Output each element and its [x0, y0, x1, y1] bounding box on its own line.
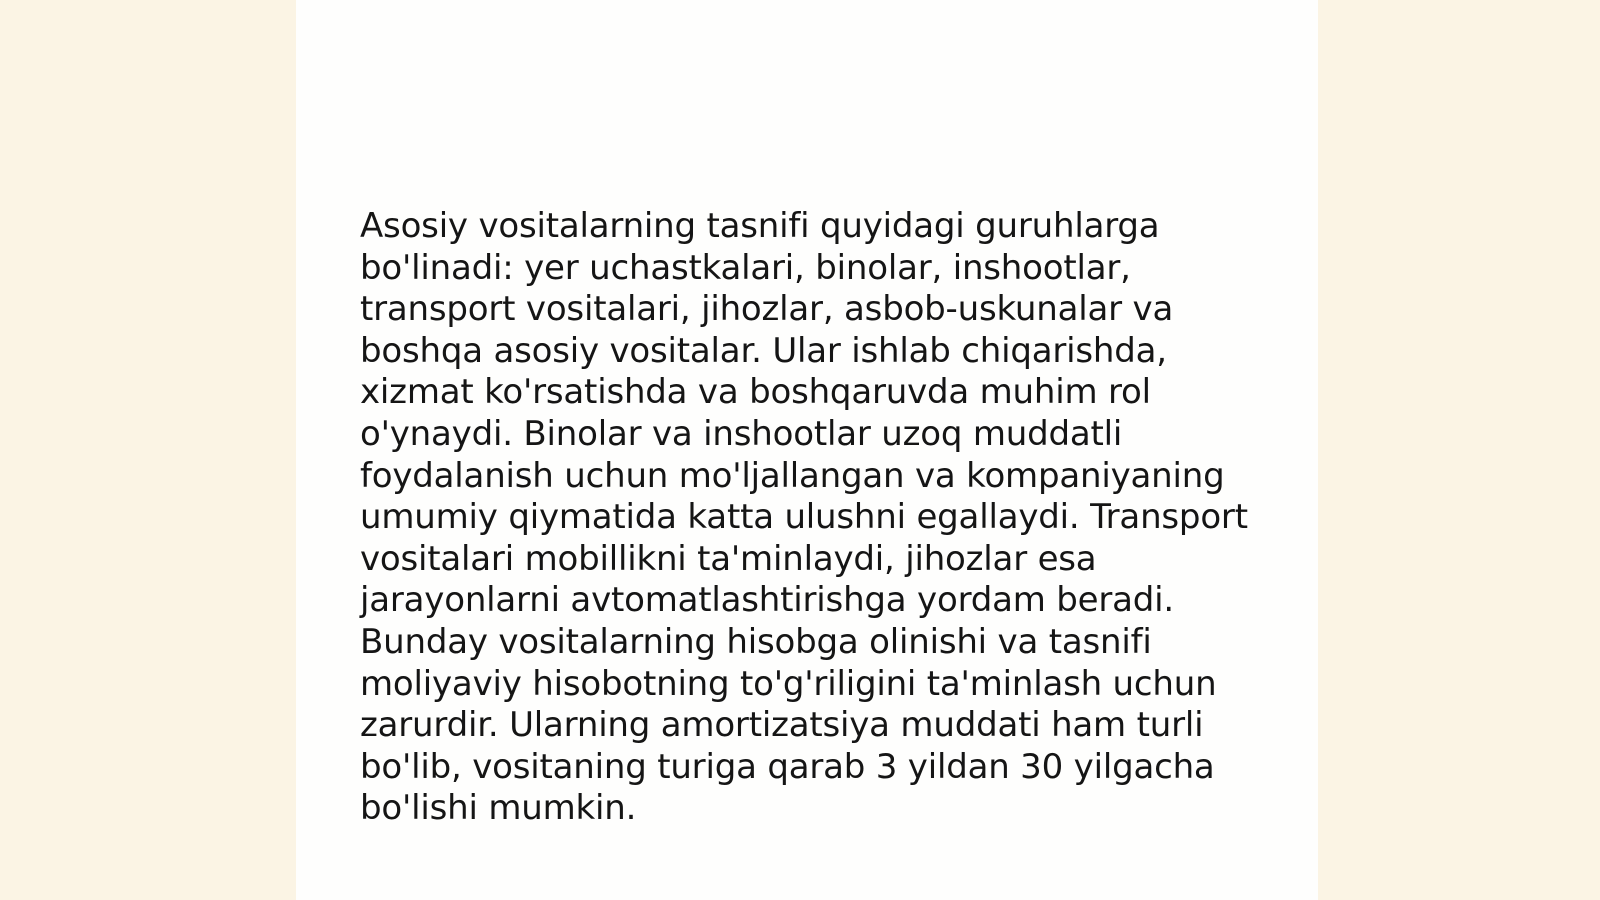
- paragraph-line: zarurdir. Ularning amortizatsiya muddati ham turli: [360, 705, 1204, 746]
- left-margin-background: [0, 0, 296, 900]
- paragraph-line: bo'lishi mumkin.: [360, 788, 637, 829]
- paragraph-line: Bunday vositalarning hisobga olinishi va tasnifi: [360, 621, 1152, 662]
- paragraph-line: vositalari mobillikni ta'minlaydi, jihozlar esa: [360, 538, 1097, 579]
- paragraph-line: bo'linadi: yer uchastkalari, binolar, inshootlar,: [360, 247, 1131, 288]
- document-page: [296, 0, 1318, 900]
- right-margin-background: [1318, 0, 1600, 900]
- paragraph-line: bo'lib, vositaning turiga qarab 3 yildan 30 yilgacha: [360, 746, 1215, 787]
- paragraph-line: boshqa asosiy vositalar. Ular ishlab chiqarishda,: [360, 330, 1167, 371]
- paragraph-line: umumiy qiymatida katta ulushni egallaydi. Transport: [360, 497, 1248, 538]
- paragraph-line: o'ynaydi. Binolar va inshootlar uzoq muddatli: [360, 413, 1123, 454]
- paragraph-line: moliyaviy hisobotning to'g'riligini ta'minlash uchun: [360, 663, 1217, 704]
- paragraph-line: transport vositalari, jihozlar, asbob-uskunalar va: [360, 289, 1174, 330]
- paragraph-line: jarayonlarni avtomatlashtirishga yordam beradi.: [360, 580, 1175, 621]
- paragraph-line: foydalanish uchun mo'ljallangan va kompaniyaning: [360, 455, 1225, 496]
- paragraph-line: xizmat ko'rsatishda va boshqaruvda muhim rol: [360, 372, 1151, 413]
- paragraph-line: Asosiy vositalarning tasnifi quyidagi guruhlarga: [360, 206, 1160, 246]
- body-paragraph: [360, 206, 1248, 830]
